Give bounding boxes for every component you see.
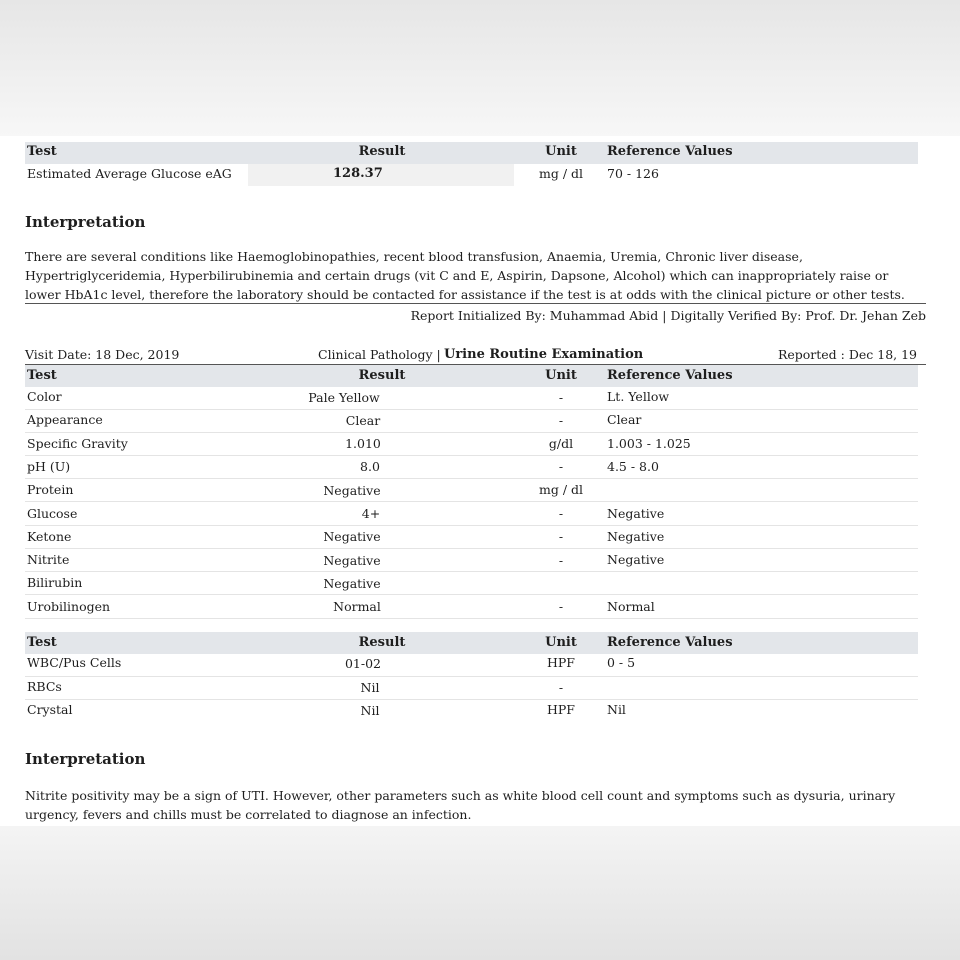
row-result: Negative [323, 576, 381, 591]
eag-unit: mg / dl [538, 166, 583, 181]
row-reference: Negative [607, 506, 665, 521]
row-divider [25, 501, 918, 502]
row-test: pH (U) [27, 459, 71, 474]
row-test: Bilirubin [27, 575, 83, 590]
reported-date: Reported : Dec 18, 19 [777, 347, 917, 362]
table2-header [25, 365, 918, 387]
row-divider [25, 525, 918, 526]
row-result: Negative [323, 483, 381, 498]
row-test: Appearance [27, 412, 103, 427]
row-unit: mg / dl [538, 482, 583, 497]
row-unit: - [558, 680, 564, 695]
row-unit: g/dl [548, 436, 574, 451]
table2-header-unit: Unit [545, 368, 577, 383]
row-divider [25, 594, 918, 595]
interpretation-text: Nitrite positivity may be a sign of UTI. However, other parameters such as white blood cell count and symptoms such as dysuria, urinary urgency, fevers and chills must be correlated to diagnose an infection. [25, 788, 896, 822]
row-result: 1.010 [345, 436, 381, 451]
table1-header-result: Result [358, 144, 406, 159]
table2-header-test: Test [27, 368, 57, 383]
row-divider [25, 455, 918, 456]
table1-header-reference: Reference Values [607, 144, 733, 159]
eag-reference: 70 - 126 [607, 166, 659, 181]
interpretation-heading: Interpretation [25, 213, 146, 231]
divider [25, 303, 926, 304]
row-reference: 1.003 - 1.025 [607, 436, 691, 451]
row-result: Nil [360, 680, 380, 695]
row-divider [25, 432, 918, 433]
row-reference: 4.5 - 8.0 [607, 459, 659, 474]
row-unit: - [558, 553, 564, 568]
row-test: Nitrite [27, 552, 70, 567]
row-unit: - [558, 529, 564, 544]
row-result: Negative [323, 529, 381, 544]
department: Clinical Pathology | [318, 347, 441, 362]
table3-header-unit: Unit [545, 635, 577, 650]
table1-header-test: Test [27, 144, 57, 159]
lab-report-page [0, 136, 960, 826]
table1-header [25, 142, 918, 164]
interpretation-text: There are several conditions like Haemoglobinopathies, recent blood transfusion, Anaemia, Uremia, Chronic liver disease, Hypertriglyceridemia, Hyperbilirubinemia and certain drugs (vit C and E, Aspirin, Dapsone, Alcohol) which can inappropriately raise or lower HbA1c level, therefore the laboratory should be contacted for assistance if the test is at odds with the clinical picture or other tests. [25, 249, 905, 302]
table2-header-result: Result [358, 368, 406, 383]
row-test: Glucose [27, 506, 78, 521]
eag-result: 128.37 [333, 166, 383, 181]
row-result: Clear [345, 413, 381, 428]
row-unit: - [558, 413, 564, 428]
row-divider [25, 548, 918, 549]
row-divider [25, 676, 918, 677]
interpretation-heading: Interpretation [25, 750, 146, 768]
row-result: Pale Yellow [308, 390, 380, 405]
row-divider [25, 478, 918, 479]
row-divider [25, 409, 918, 410]
row-result: 8.0 [360, 459, 380, 474]
row-test: Specific Gravity [27, 436, 128, 451]
row-reference: 0 - 5 [607, 655, 636, 670]
row-test: WBC/Pus Cells [27, 655, 122, 670]
row-reference: Negative [607, 529, 665, 544]
row-result: 01-02 [344, 656, 382, 671]
table3-header-reference: Reference Values [607, 635, 733, 650]
table2-header-reference: Reference Values [607, 368, 733, 383]
visit-date: Visit Date: 18 Dec, 2019 [25, 347, 180, 362]
row-test: RBCs [27, 679, 62, 694]
row-test: Crystal [27, 702, 73, 717]
row-divider [25, 699, 918, 700]
row-reference: Lt. Yellow [607, 389, 670, 404]
report-signoff: Report Initialized By: Muhammad Abid | Digitally Verified By: Prof. Dr. Jehan Zeb [410, 308, 926, 323]
table3-header-test: Test [27, 635, 57, 650]
row-test: Color [27, 389, 62, 404]
row-reference: Negative [607, 552, 665, 567]
row-test: Ketone [27, 529, 72, 544]
row-unit: - [558, 390, 564, 405]
exam-title: Urine Routine Examination [444, 347, 644, 362]
row-test: Protein [27, 482, 74, 497]
row-test: Urobilinogen [27, 599, 111, 614]
blurred-background-top [0, 0, 960, 136]
row-divider [25, 571, 918, 572]
row-result: Nil [360, 703, 380, 718]
row-result: 4+ [361, 506, 381, 521]
table3-header [25, 632, 918, 654]
row-unit: - [558, 506, 564, 521]
row-unit: HPF [547, 702, 575, 717]
row-result: Normal [333, 599, 381, 614]
row-reference: Nil [607, 702, 626, 717]
eag-test-name: Estimated Average Glucose eAG [27, 166, 232, 181]
row-unit: - [558, 459, 564, 474]
blurred-background-bottom [0, 826, 960, 960]
row-result: Negative [323, 553, 381, 568]
row-divider [25, 618, 918, 619]
table1-header-unit: Unit [545, 144, 577, 159]
row-unit: - [558, 599, 564, 614]
row-unit: HPF [547, 655, 575, 670]
table3-header-result: Result [358, 635, 406, 650]
row-reference: Clear [607, 412, 642, 427]
row-reference: Normal [607, 599, 655, 614]
